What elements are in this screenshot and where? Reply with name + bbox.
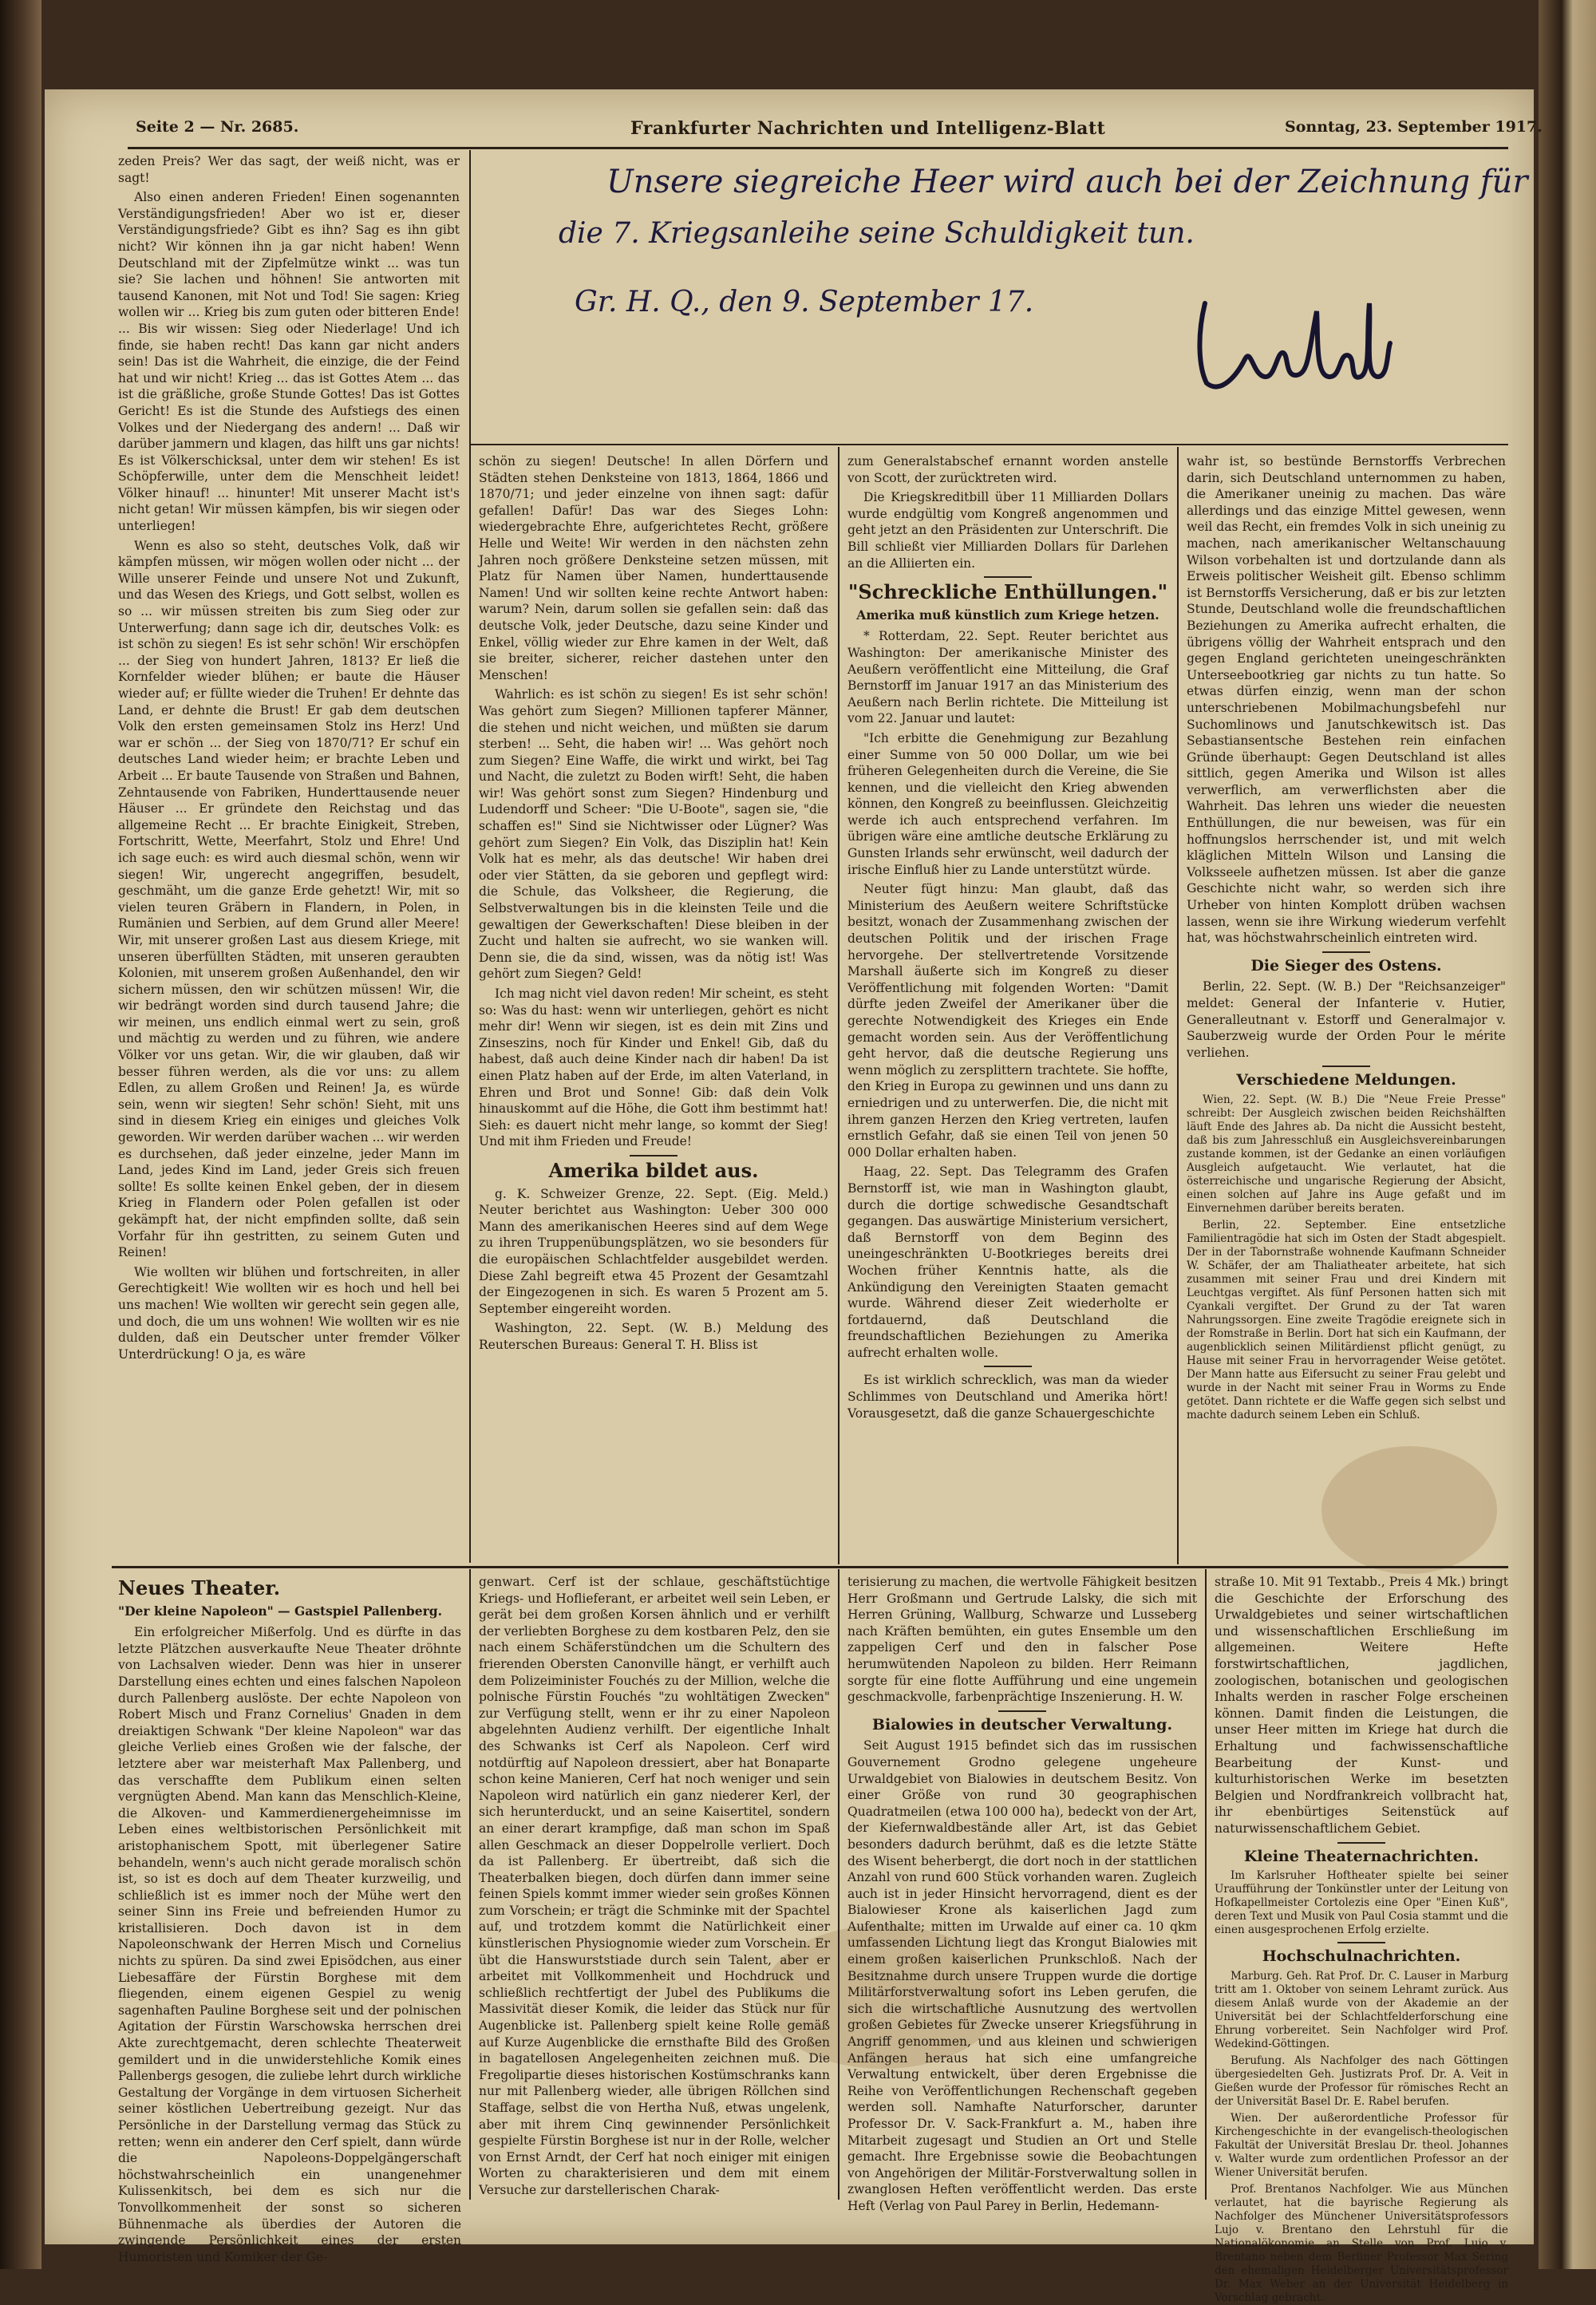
feuilleton-column-4 (1215, 1574, 1508, 2304)
headline-meldungen: Verschiedene Meldungen. (1236, 1071, 1456, 1089)
paragraph: genwart. Cerf ist der schlaue, geschäftstüchtige Kriegs- und Hoflieferant, er arbeitet weil sein Leben, er gerät bei dem großen Korsen ähnlich und er verhilft der verliebten Borghese zu dem kostbaren Pelz, den sie nach einem Schäferstündchen um die Schultern des frierenden Obersten Canonville hängt, er verhilft auch dem Polizeiminister Fouchés zu der Million, welche die polnische Fürstin Fouchés "zu wohltätigen Zwecken" zur Verfügung stellt, wenn er ihr zu einer Napoleon abgelehnten Audienz verhilft. Der eigentliche Inhalt des Schwanks ist Cerf als Napoleon. Cerf wird notdürftig auf Napoleon dressiert, aber hat Bonaparte schon keine Manieren, Cerf hat noch weniger und sein Napoleon wird natürlich ein ganz niederer Kerl, der sich herunterduckt, und an seine Kaisertitel, sondern an einer derart krampfige, daß man schon im Spaß allen Geschmack an dieser Doppelrolle verliert. Doch da ist Pallenberg. Er übertreibt, daß sich die Theaterbalken biegen, doch dürfen dann immer seine feinen Spiels kommt immer wieder sein großes Können zum Vorschein; er trägt die Schminke mit der Spachtel auf, und trotzdem kommt die Natürlichkeit einer künstlerischen Physiognomie wieder zum Vorschein. Er übt die Hanswurststiade durch sein Talent, aber er arbeitet mit Vollkommenheit und Hochdruck und schließlich rechtfertigt der Jubel des Publikums die Massivität dieser Komik, die leider das Stück nur für Augenblicke ist. Pallenberg spielt keine Rolle gemäß auf Kurze Augenblicke die ernsthafte Bild des Großen in bagatellosen Angelegenheiten zeichnen muß. Die Fregolipartie dieses historischen Kostümschranks kann nur mit Pallenberg wieder, alle übrigen Röllchen sind Staffage, selbst die von Hertha Nuß, etwas ungelenk, aber mit ihrem Cinq gewinnender Persönlichkeit gespielte Fürstin Borghese ist nur in der Rolle, welcher von Ernst Arndt, der Cerf hat noch einiger mit einigen Worten zu charakterisieren und dem mit einem Versuche zur darstellerischen Charak- (479, 1575, 830, 2197)
page-header (88, 118, 1543, 142)
divider (1337, 1942, 1385, 1943)
paragraph: Berlin, 22. Sept. (W. B.) Der "Reichsanzeiger" meldet: General der Infanterie v. Hutier, Generalleutnant v. Estorff und Generalmajor v. Sauberzweig wurde der Orden Pour le mérite verliehen. (1187, 979, 1506, 1060)
paragraph: zeden Preis? Wer das sagt, der weiß nicht, was er sagt! (118, 154, 460, 185)
headline-amerika: Amerika bildet aus. (548, 1158, 759, 1182)
paragraph: Ich mag nicht viel davon reden! Mir scheint, es steht so: Was du hast: wenn wir unterliegen, gehört es nicht mehr dir! Wenn wir siegen, ist es dein mit Zins und Zinseszins, noch für Kinder und Enkel! Gib, daß du habest, daß auch deine Kinder nach dir haben! Da ist einen Platz haben auf der Erde, im alten Vaterland, in Ehren und Brot und Sonne! Gib: daß dein Volk hinauskommt auf die Höhe, die Gott ihm bestimmt hat! Sieh: es dauert nicht mehr lange, so kommt der Sieg! Und mit ihm Frieden und Freude! (479, 986, 828, 1149)
paragraph: "Ich erbitte die Genehmigung zur Bezahlung einer Summe von 50 000 Dollar, um wie bei früheren Gelegenheiten durch die Vereine, die Sie kennen, und die vielleicht den Krieg abwenden können, den Kongreß zu beeinflussen. Gleichzeitig werde ich auch entsprechend verfahren. Im übrigen wäre eine amtliche deutsche Erklärung zu Gunsten Irlands sehr erwünscht, weil dadurch der irische Einfluß hier zu Lande unterstützt würde. (847, 730, 1168, 877)
article-column-4 (1187, 453, 1506, 1563)
paragraph: Wien. Der außerordentliche Professor für Kirchengeschichte in der evangelisch-theologischen Fakultät der Universität Breslau Dr. theol. Johannes v. Walter wurde zum ordentlichen Professor an der Wiener Universität berufen. (1215, 2111, 1508, 2179)
paragraph: terisierung zu machen, die wertvolle Fähigkeit besitzen Herr Großmann und Gertrude Lalsky, die sich mit Herren Grüning, Wallburg, Schwarze und Lusseberg nach Kräften bemühten, ein gutes Ensemble um den zappeligen Cerf und den in falscher Pose herumwütenden Napoleon zu bilden. Herr Reimann sorgte für eine flotte Aufführung und eine ungemein geschmackvolle, farbenprächtige Inszenierung. H. W. (847, 1575, 1197, 1705)
feuilleton-column-3 (847, 1574, 1197, 2213)
paragraph: Die Kriegskreditbill über 11 Milliarden Dollars wurde endgültig vom Kongreß angenommen und geht jetzt an den Präsidenten zur Unterschrift. Die Bill schließt vier Milliarden Dollars für Darlehen an die Alliierten ein. (847, 490, 1168, 571)
column-rule (1177, 447, 1179, 1564)
paragraph: g. K. Schweizer Grenze, 22. Sept. (Eig. Meld.) Neuter berichtet aus Washington: Ueber 300 000 Mann des amerikanischen Heeres sind auf dem Wege zu ihren Truppenübungsplätzen, wo sie besonders für die europäischen Schlachtfelder ausgebildet werden. Diese Zahl begreift etwa 45 Prozent der Gesamtzahl der Eingezogenen in sich. Es waren 5 Prozent am 5. September eingereiht worden. (479, 1186, 828, 1316)
feuilleton-column-1 (118, 1574, 461, 2264)
divider (984, 1366, 1032, 1367)
paragraph: Im Karlsruher Hoftheater spielte bei seiner Uraufführung der Tonkünstler unter der Leitung von Hofkapellmeister Cortolezis eine Oper "Einen Kuß", deren Text und Musik von Paul Cosia stammt und die einen ausgesprochenen Erfolg erzielte. (1215, 1869, 1508, 1937)
paragraph: Prof. Brentanos Nachfolger. Wie aus München verlautet, hat die bayrische Regierung als Nachfolger des Münchener Universitätsprofessors Lujo v. Brentano den Lehrstuhl für die Nationalökonomie an Stelle von Prof. Lujo v. Brentano neben dem Berliner Professor Max Sering den ehemaligen Heidelberger Universitätsprofessor Dr. Max Weber an der Universität Heidelberg in Vorschlag gebracht. (1215, 2182, 1508, 2304)
headline-theaternachrichten: Kleine Theaternachrichten. (1243, 1847, 1479, 1865)
column-rule (469, 150, 471, 1563)
paragraph: Wahrlich: es ist schön zu siegen! Es ist sehr schön! Was gehört zum Siegen? Millionen tapferer Männer, die stehen und nicht weichen, und müßten sie darum sterben! ... Seht, die haben wir! ... Was gehört noch zum Siegen? Eine Waffe, die wirkt und wirkt, bei Tag und Nacht, die zuletzt zu Boden wirft! Seht, die haben wir! Was gehört sonst zum Siegen? Hindenburg und Ludendorff und Scheer: "Die U-Boote", sagen sie, "die schaffen es!" Sind sie Nichtwisser oder Lügner? Was gehört zum Siegen? Ein Volk, das Disziplin hat! Kein Volk hat es mehr, als das deutsche! Wir haben drei oder vier Stätten, da sie geboren und gepflegt wird: die Schule, das Volksheer, die Regierung, die Selbstverwaltungen bis in die kleinsten Teile und die gewaltigen der Gewerkschaften! Diese bleiben in der Zucht und halten sie aufrecht, wo sie wanken will. Denn sie, die da sind, wissen, was da nötig ist! Was gehört zum Siegen? Geld! (479, 687, 828, 982)
column-rule (838, 1569, 839, 2200)
paper-title: Frankfurter Nachrichten und Intelligenz-Blatt (630, 118, 1106, 139)
book-binding (0, 0, 41, 2269)
paragraph: Washington, 22. Sept. (W. B.) Meldung des Reuterschen Bureaus: General T. H. Bliss ist (479, 1321, 828, 1352)
headline-sieger-ostens: Die Sieger des Ostens. (1250, 956, 1442, 975)
headline-bialowies: Bialowies in deutscher Verwaltung. (871, 1715, 1173, 1734)
divider (998, 1710, 1046, 1712)
header-rule (128, 147, 1508, 149)
paragraph: straße 10. Mit 91 Textabb., Preis 4 Mk.) bringt die Geschichte der Erforschung des Urwaldgebietes und seiner wirtschaftlichen und wissenschaftlichen Erschließung im allgemeinen. Weitere Hefte forstwirtschaftlichen, jagdlichen, zoologischen, botanischen und geologischen Inhalts werden in rascher Folge erscheinen können. Damit finden die Leistungen, die unser Heer mitten im Kriege hat durch die Erhaltung und fachwissenschaftliche Bearbeitung der Kunst- und kulturhistorischen Werke im besetzten Belgien und Nordfrankreich vollbracht hat, ihr ebenbürtiges Seitenstück auf naturwissenschaftlichem Gebiet. (1215, 1575, 1508, 1836)
paragraph: Ein erfolgreicher Mißerfolg. Und es dürfte in das letzte Plätzchen ausverkaufte Neue Theater dröhnte von Lachsalven wieder. Denn was hier in unserer Darstellung eines echten und eines falschen Napoleon durch Pallenberg auslöste. Der echte Napoleon von Robert Misch und Franz Cornelius' Gnaden in dem dreiaktigen Schwank "Der kleine Napoleon" war das gleiche Verlieb eines Großen wie der falsche, der letztere aber war meisterhaft Max Pallenberg, und das verschaffte dem Publikum einen selten vergnügten Abend. Man kann das Menschlich-Kleine, die Alkoven- und Kammerdienergeheimnisse im Leben eines weltbistorischen Persönlichkeit mit aristophanischem Spott, mit überlegener Satire behandeln, wenn's auch nicht gerade moralisch schön ist, so ist es doch auf dem Theater kurzweilig, und schließlich ist es immer noch der Mühe wert den seiner Sinn ins Freie und befreienden Humor zu kristallisieren. Doch davon ist in dem Napoleonschwank der Herren Misch und Cornelius nichts zu spüren. Da sind zwei Episödchen, aus einer Liebesaffäre der Fürstin Borghese mit dem fliegenden, einem eigenen Gespiel zu wenig sagenhaften Pauline Borghese seit und der polnischen Agitation der Fürstin Warschowska herrschen drei Akte zurechtgemacht, deren schlechte Theaterweit gemildert und in die unwiderstehliche Komik eines Pallenbergs gesogen, die zuliebe lehrt durch wirkliche Gestaltung der Vorgänge in dem virtuosen Sicherheit seiner köstlichen Uebertreibung gezeigt. Nur das Persönliche in der Darstellung vermag das Stück zu retten; wenn ein anderer den Cerf spielt, dann würde die Napoleons-Doppelgängerschaft höchstwahrscheinlich ein unangenehmer Kulissenkitsch, bei dem es sich nur die Tonvollkommenheit der sonst so sicheren Bühnenmache als überdies der Autoren die zwingende Persönlichkeit eines der ersten Humoristen und Komiker der Ge- (118, 1625, 461, 2264)
column-rule (469, 1569, 471, 2200)
paragraph: Berlin, 22. September. Eine entsetzliche Familientragödie hat sich im Osten der Stadt abgespielt. Der in der Tabornstraße wohnende Kaufmann Schneider W. Schäfer, der am Thaliatheater arbeitete, hat sich zusammen mit seiner Frau und drei Kindern mit Leuchtgas vergiftet. Als fünf Personen hatten sich mit Cyankali vergiftet. Der Grund zu der Tat waren Nahrungssorgen. Eine zweite Tragödie ereignete sich in der Romstraße in Berlin. Dort hat sich ein Kaufmann, der augenblicklich seinen Militärdienst pflicht genügt, zu Hause mit seiner Frau in hervorragender Weise getötet. Der Mann hatte aus Eifersucht zu seiner Frau gelebt und wurde in der Nacht mit seiner Frau in Worms zu Ende getötet. Dann richtete er die Waffe gegen sich selbst und machte dadurch seinem Leben ein Schluß. (1187, 1218, 1506, 1421)
column-rule (1205, 1569, 1207, 2200)
paragraph: Seit August 1915 befindet sich das im russischen Gouvernement Grodno gelegene ungeheure Urwaldgebiet von Bialowies in deutschem Besitz. Von einer Größe von rund 30 geographischen Quadratmeilen (etwa 100 000 ha), bedeckt von der Art, der Kiefernwaldbestände aller Art, ist das Gebiet besonders dadurch berühmt, daß es die letzte Stätte des Wisent beherbergt, die dort noch in der stattlichen Anzahl von rund 600 Stück vorhanden waren. Zugleich auch ist in jeder Hinsicht hervorragend, dient es der Bialowieser Krone als kaiserlichen Jagd zum Aufenthalte; mitten im Urwalde auf einer ca. 10 qkm umfassenden Lichtung liegt das Krongut Bialowies mit einem großen kaiserlichen Prunkschloß. Nach der Besitznahme durch unsere Truppen wurde die dortige Militärforstverwaltung sofort ins Leben gerufen, die sich die wirtschaftliche Ausnutzung des wertvollen großen Gebietes für Zwecke unserer Kriegsführung in Angriff genommen, und aus kleinen und schwierigen Anfängen heraus hat sich eine umfangreiche Verwaltung entwickelt, über deren Ergebnisse die Reihe von Veröffentlichungen Rechenschaft gegeben werden soll. Namhafte Naturforscher, darunter Professor Dr. V. Sack-Frankfurt a. M., haben ihre Mitarbeit zugesagt und Studien an Ort und Stelle gemacht. Ihre Ergebnisse sowie die Beobachtungen von Angehörigen der Militär-Forstverwaltung sollen in zwanglosen Heften veröffentlicht werden. Das erste Heft (Verlag von Paul Parey in Berlin, Hedemann- (847, 1738, 1197, 2213)
paragraph: schön zu siegen! Deutsche! In allen Dörfern und Städten stehen Denksteine von 1813, 1864, 1866 und 1870/71; und jeder einzelne von ihnen sagt: dafür gefallen! Dafür! Das war des Sieges Lohn: wiedergebrachte Ehre, aufgerichtetes Recht, größere Helle und Weite! Wir werden in den nächsten zehn Jahren noch größere Denksteine setzen müssen, mit Platz für Namen über Namen, hunderttausende Namen! Und wir sollten keine rechte Antwort haben: warum? Nein, darum sollen sie gefallen sein: daß das deutsche Volk, jeder Deutsche, dazu seine Kinder und Enkel, völlig wieder zur Ehre kamen in der Welt, daß sie breiter, sicherer, reicher dastehen unter den Menschen! (479, 454, 828, 682)
paragraph: Wenn es also so steht, deutsches Volk, daß wir kämpfen müssen, wir mögen wollen oder nicht ... der Wille unserer Feinde und unsere Not und Zukunft, und das Wesen des Kriegs, und Gott selbst, wollen es so ... wir müssen streiten bis zum Sieg oder zur Unterwerfung; dann sage ich dir, deutsches Volk: es ist schön zu siegen! Es ist sehr schön! Wir erschöpfen ... der Sieg von hundert Jahren, 1813? Er ließ die Kornfelder wieder blühen; er baute die Häuser wieder auf; er füllte wieder die Truhen! Er dehnte das Land, er dehnte die Brust! Er gab dem deutschen Volk den ersten gemeinsamen Stolz ins Herz! Und war er schön ... der Sieg von 1870/71? Er schuf ein deutsches Land wieder heim; er brachte Leben und Arbeit ... Er baute Tausende von Straßen und Bahnen, Zehntausende von Fabriken, Hunderttausende neuer Häuser ... Er gründete den Reichstag und das allgemeine Recht ... Er brachte Einigkeit, Streben, Fortschritt, Wette, Meerfahrt, Stolz und Ehre! Und ich sage euch: es wird auch diesmal schön, wenn wir siegen! Wir, ungerecht angegriffen, besudelt, geschmäht, um die ganze Erde gehetzt! Wir, mit so vielen teuren Gräbern in Flandern, in Polen, in Rumänien und Serbien, auf dem Grund aller Meere! Wir, mit unserer großen Last aus diesem Kriege, mit unseren überfüllten Städten, mit unseren geraubten Kolonien, mit unserem großen Außenhandel, den wir sichern müssen, den wir schützen müssen! Wir, die wir bedrängt worden sind durch tausend Jahre; die wir meinen, uns endlich einmal wert zu sein, groß und mächtig zu werden und zu führen, wie andere Völker vor uns getan. Wir, die wir glauben, daß wir besser führen werden, als die vor uns: zu allem Edlen, zu allem Großen und Reinen! Ja, es würde sein, wenn wir siegten! Sehr schön! Sieht, mit uns sind in diesem Krieg ein einiges und gleiches Volk geworden. Wir werden darüber wachen ... wir werden es durchsehen, daß jeder einzelne, jeder Mann im Land, jedes Kind im Land, jeder Greis sich freuen sollte! Es sollte keinen Enkel geben, der in diesem Krieg in Flandern oder Polen gefallen ist oder gekämpft hat, der nicht empfinden sollte, daß sein Vorfahr für ihn gestritten, zu seinem Guten und Reinen! (118, 538, 460, 1260)
paragraph: Haag, 22. Sept. Das Telegramm des Grafen Bernstorff ist, wie man in Washington glaubt, durch die dortige schwedische Gesandtschaft gegangen. Das auswärtige Ministerium versichert, daß Bernstorff von dem Beginn des uneingeschränkten U-Bootkrieges bereits drei Wochen früher Kenntnis hatte, als die Ankündigung den Vereinigten Staaten gemacht wurde. Während dieser Zeit wiederholte er fortdauernd, daß Deutschland die freundschaftlichen Beziehungen zu Amerika aufrecht erhalten wolle. (847, 1164, 1168, 1360)
subheadline: Amerika muß künstlich zum Kriege hetzen. (856, 607, 1159, 623)
divider (1337, 1842, 1385, 1844)
article-column-2 (479, 453, 828, 1563)
handwritten-date-line: Gr. H. Q., den 9. September 17. (575, 286, 1034, 318)
article-column-3 (847, 453, 1168, 1563)
headline-hochschulnachrichten: Hochschulnachrichten. (1262, 1947, 1461, 1966)
column-rule (838, 447, 839, 1564)
paragraph: Also einen anderen Frieden! Einen sogenannten Verständigungsfrieden! Aber wo ist er, dieser Verständigungsfriede? Gibt es ihn? Sag es ihn gibt nicht? Wir können ihn ja gar nicht haben! Wenn Deutschland mit der Zipfelmütze winkt ... was tun sie? Sie lachen und höhnen! Sie antworten mit tausend Kanonen, mit Not und Tod! Sie sagen: Krieg wollen wir ... Krieg bis zum guten oder bitteren Ende! ... Bis wir wissen: Sieg oder Niederlage! Und ich finde, sie haben recht! Das kann gar nicht anders sein! Das ist die Wahrheit, die einzige, die der Feind hat und wir nicht! Krieg ... das ist Gottes Atem ... das ist die gräßliche, große Stunde Gottes! Das ist Gottes Gericht! Es ist die Stunde des Aufstiegs des einen Volkes und der Niedergang des andern! ... Daß wir darüber jammern und klagen, das hilft uns gar nichts! Es ist Völkerschicksal, unter dem wir stehen! Es ist Schöpferwille, unter dem die Menschheit leidet! Völker hinauf! ... hinunter! Mit unserer Macht ist's nicht getan! Wir müssen kämpfen, bis wir siegen oder unterliegen! (118, 190, 460, 534)
handwritten-line-1: Unsere siegreiche Heer wird auch bei der Zeichnung für (606, 164, 1528, 200)
paragraph: Neuter fügt hinzu: Man glaubt, daß das Ministerium des Aeußern weitere Schriftstücke besitzt, wonach der Zusammenhang zwischen der deutschen Politik und der irischen Frage hervorgehe. Der stellvertretende Vorsitzende Marshall äußerte sich im Kongreß zu dieser Veröffentlichung mit folgenden Worten: "Damit dürfte jeden Zweifel der Amerikaner über die gerechte Notwendigkeit des Krieges ein Ende gemacht worden sein. Aus der Veröffentlichung geht hervor, daß die deutsche Regierung uns wenn möglich zu zersplittern trachtete. Sie hoffte, den Krieg in Europa zu gewinnen und uns dann zu erniedrigen und zu unterwerfen. Die, die nicht mit ihrem ganzen Herzen den Krieg vertreten, laufen ernstlich Gefahr, daß sie einen Teil von jenen 50 000 Dollar erhalten haben. (847, 882, 1168, 1160)
headline-neues-theater: Neues Theater. (118, 1576, 281, 1599)
paragraph: Wien, 22. Sept. (W. B.) Die "Neue Freie Presse" schreibt: Der Ausgleich zwischen beiden Reichshälften läuft Ende des Jahres ab. Da nicht die Aussicht besteht, daß bis zum Jahresschluß ein Ausgleichsvereinbarungen zustande kommen, ist der Gedanke an einen vorläufigen Ausgleich aufgetaucht. Wie verlautet, hat die österreichische und ungarische Regierung der Absicht, einen solchen auf Jahre ins Auge gefaßt und im Einvernehmen darüber bereits beraten. (1187, 1093, 1506, 1215)
section-rule (112, 1566, 1508, 1568)
paragraph: Marburg. Geh. Rat Prof. Dr. C. Lauser in Marburg tritt am 1. Oktober von seinem Lehramt zurück. Aus diesem Anlaß wurde von der Akademie an der Universität bei der Schlachtfelderforschung eine Ehrung vorbereitet. Sein Nachfolger wird Prof. Wedekind-Göttingen. (1215, 1969, 1508, 2050)
issue-date: Sonntag, 23. September 1917. (1285, 118, 1543, 136)
divider (1322, 951, 1370, 953)
article-column-1 (118, 153, 460, 1558)
next-page-edge (1539, 0, 1596, 2269)
feuilleton-column-2 (479, 1574, 830, 2200)
subheadline: "Der kleine Napoleon" — Gastspiel Pallenberg. (118, 1603, 443, 1619)
paragraph: * Rotterdam, 22. Sept. Reuter berichtet aus Washington: Der amerikanische Minister des Aeußern veröffentlicht eine Mitteilung, die Graf Bernstorff im Januar 1917 an das Ministerium des Aeußern nach Berlin richtete. Die Mitteilung ist vom 22. Januar und lautet: (847, 629, 1168, 726)
paragraph: Wie wollten wir blühen und fortschreiten, in aller Gerechtigkeit! Wie wollten wir es hoch und hell bei uns machen! Wie wollten wir gerecht sein gegen alle, und doch, die um uns wohnen! Wie wollten wir es nie dulden, daß ein Deutscher unter fremder Völker Unterdrückung! O ja, es wäre (118, 1264, 460, 1362)
divider (1322, 1066, 1370, 1067)
divider (630, 1155, 678, 1156)
page-number: Seite 2 — Nr. 2685. (136, 118, 299, 136)
paragraph: Berufung. Als Nachfolger des nach Göttingen übergesiedelten Geh. Justizrats Prof. Dr. A. Veit in Gießen wurde der Professor für römisches Recht an der Universität Basel Dr. E. Rabel berufen. (1215, 2054, 1508, 2108)
paragraph: wahr ist, so bestünde Bernstorffs Verbrechen darin, sich Deutschland unternommen zu haben, die Amerikaner uneinig zu machen. Das wäre allerdings und das einzige Mittel gewesen, wenn weil das Recht, ein fremdes Volk in sich uneinig zu machen, nach amerikanischer Weltanschauung Wilson vorbehalten ist und dortzulande dann als Erweis politischer Weisheit gilt. Ebenso schlimm ist Bernstorffs Versicherung, daß er bis zur letzten Stunde, Deutschland wolle die freundschaftlichen Beziehungen zu Amerika aufrecht erhalten, die übrigens völlig der Wahrheit entsprach und den gegen England gerichteten uneingeschränkten Unterseebootkrieg gar nichts zu tun hatte. So etwas dürfen einzig, wenn man der schon unterschriebenen Mobilmachungsbefehl nur Suchomlinows und Janutschkewitsch ist. Das Sebastiansentsche Bestehen rein einfachen Gründe überhaupt: Gegen Deutschland ist alles sittlich, gegen Amerika und Wilson ist alles verwerflich, am verwerflichsten aber die Wahrheit. Das lehren uns wieder die neuesten Enthüllungen, die nur beweisen, was für ein hoffnungslos herrschender ist, und mit welch kläglichen Mitteln Wilson und Lansing die Volksseele aufhetzen müssen. Ist aber die ganze Geschichte nicht wahr, so werden sich ihre Urheber von hinten Komplott drüben wachsen lassen, wenn sie ihre Wirkung wiederum verfehlt hat, was höchstwahrscheinlich eintreten wird. (1187, 454, 1506, 946)
ludendorff-signature (1189, 287, 1396, 407)
inscription-rule (471, 444, 1508, 445)
headline-enthuellungen: "Schreckliche Enthüllungen." (847, 580, 1168, 604)
paragraph: zum Generalstabschef ernannt worden anstelle von Scott, der zurücktreten wird. (847, 454, 1168, 485)
divider (984, 576, 1032, 578)
paragraph: Es ist wirklich schrecklich, was man da wieder Schlimmes von Deutschland und Amerika hört! Vorausgesetzt, daß die ganze Schauergeschichte (847, 1373, 1168, 1421)
handwritten-line-2: die 7. Kriegsanleihe seine Schuldigkeit tun. (559, 217, 1195, 250)
